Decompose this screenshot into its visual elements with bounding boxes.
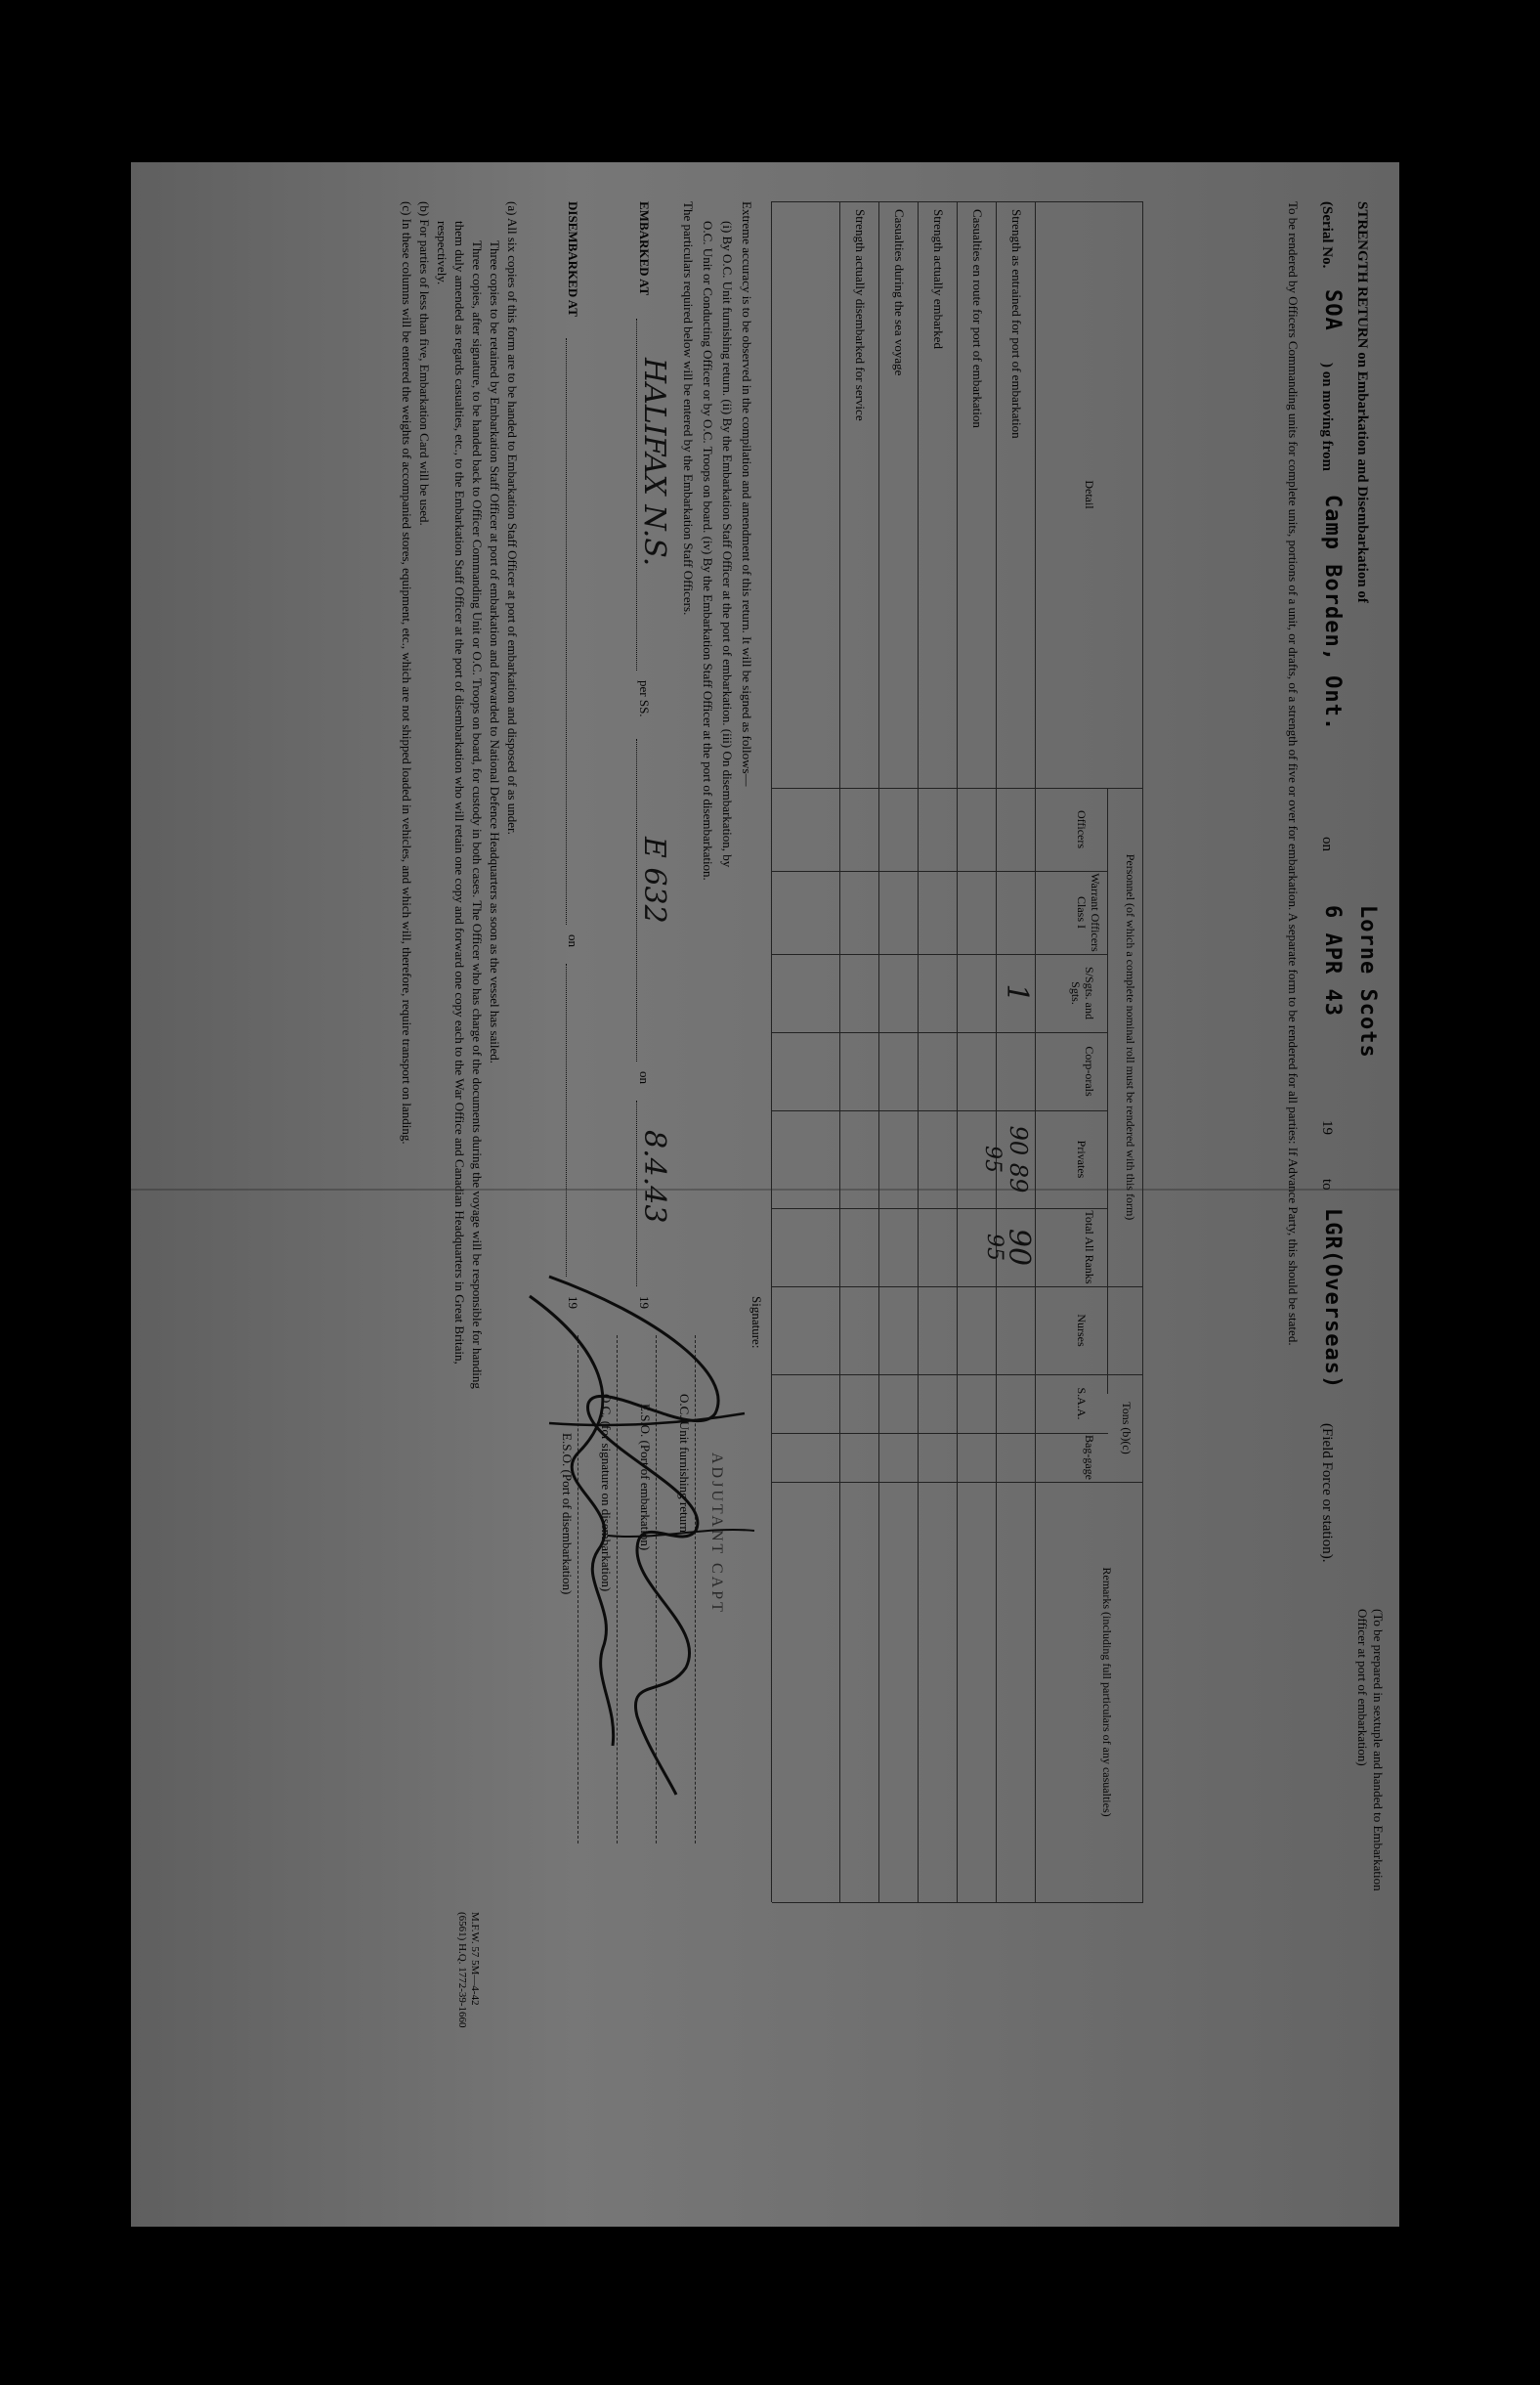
sig-oc-unit: O.C. Unit furnishing return [677,1394,692,1533]
entry-privates-2: 95 [980,1146,1005,1173]
adjutant-stamp: ADJUTANT CAPT [708,1453,725,1615]
remarks-header: Remarks (including full particulars of any casualties) [1100,1567,1114,1817]
side-note: (To be prepared in sextuple and handed to Embarkation Officer at port of embarkation) [1355,1609,1386,1891]
col-nurses: Nurses [1075,1314,1089,1347]
on-label: on [1319,837,1335,851]
embarked-at-value: HALIFAX N.S. [637,358,671,567]
detail-header: Detail [1083,480,1096,509]
footnote-a4: them duly amended as regards casualties, etc., to the Embarkation Staff Officer at the port of disembarkation who will retain one copy and forward one copy each to the War Office and Canadian Headquarters in Great Britain, [452,221,467,1365]
embarked-on-label: on [637,1071,652,1084]
per-ss-label: per SS. [637,680,652,717]
rotated-form [131,162,1399,2227]
disembarked-at-line [566,338,567,925]
col-baggage: Bag-gage [1083,1435,1096,1480]
accuracy-text-1: Extreme accuracy is to be observed in the compilation and amendment of this return. It will be signed as follows— [740,201,754,787]
footnote-a3: Three copies, after signature, to be handed back to Officer Commanding Unit or O.C. Troops on board, for custody in both cases. The Officer who has charge of the documents during the voyage will be responsible for handing [470,240,485,1389]
col-total: Total All Ranks [1083,1210,1096,1284]
unit-name: Lorne Scots [1355,905,1380,1059]
entry-total: 90 [1002,1228,1036,1267]
col-officers: Officers [1075,809,1089,849]
embarked-year: 19 [637,1296,652,1309]
moving-from-label: ) on moving from [1319,363,1335,471]
sig-eso-disembark: E.S.O. (Port of disembarkation) [560,1433,575,1595]
year-label: 19 [1319,1120,1335,1135]
form-number: M.F.W. 57 5M—4-42 (6561) H.Q. 1772-39-1660 [456,1912,481,2028]
footnote-a2: Three copies to be retained by Embarkation Staff Officer at port of embarkation and forwarded to National Defence Headquarters as soon as the vessel has sailed. [488,240,502,1064]
sig-oc-disembark: O.C. (for signature on disembarkation) [599,1394,614,1592]
destination: LGR(Overseas) [1320,1208,1345,1390]
col-corporals: Corp-orals [1083,1046,1096,1097]
footnote-b: (b) For parties of less than five, Embarkation Card will be used. [417,201,432,526]
accuracy-text-3: O.C. Unit or Conducting Officer or by O.C. Troops on board. (iv) By the Embarkation Staff Officer at the port of disembarkation. [701,221,715,881]
personnel-header: Personnel (of which a complete nominal roll must be rendered with this form) [1124,853,1137,1221]
embark-date: 6 APR 43 [1320,905,1345,1017]
document-sheet [131,162,1399,2227]
moving-from-value: Camp Borden, Ont. [1320,495,1345,732]
footnote-c: (c) In these columns will be entered the weights of accompanied stores, equipment, etc., which are not shipped loaded in vehicles, and which will, therefore, require transport on landing. [400,201,414,1145]
col-warrant-officers: Warrant Officers Class I [1075,873,1102,952]
accuracy-text-4: The particulars required below will be entered by the Embarkation Staff Officers. [681,201,696,616]
entry-total-2: 95 [982,1234,1006,1261]
embarked-at-label: EMBARKED AT [637,201,652,296]
row-casualties-voyage: Casualties during the sea voyage [892,209,907,376]
serial-label: (Serial No. [1319,201,1335,269]
entry-sgts: 1 [1000,983,1034,1003]
tons-label: Tons (b)(c) [1120,1402,1134,1454]
col-saa: S.A.A. [1075,1387,1089,1420]
entry-privates: 90 89 [1005,1125,1032,1193]
embarked-on-value: 8.4.43 [637,1130,671,1224]
signature-label: Signature: [749,1296,764,1349]
row-casualties-enroute: Casualties en route for port of embarkation [970,209,985,428]
signature-scribble [520,1257,774,1804]
sig-eso-embark: E.S.O. (Port of embarkation) [638,1404,653,1551]
strength-table [772,201,1143,1902]
disembarked-on-label: on [566,934,580,947]
form-title: STRENGTH RETURN on Embarkation and Disembarkation of [1354,201,1370,603]
row-disembarked: Strength actually disembarked for service [853,209,868,421]
disembarked-on-line [566,964,567,1277]
disembarked-at-label: DISEMBARKED AT [566,201,580,317]
footnote-a: (a) All six copies of this form are to be handed to Embarkation Staff Officer at port of embarkation and disposed of as under. [505,201,520,835]
accuracy-text-2: (i) By O.C. Unit furnishing return. (ii) By the Embarkation Staff Officer at the port of embarkation. (iii) On disembarkation, by [720,221,735,868]
field-force-label: (Field Force or station). [1319,1423,1335,1563]
fold-crease [131,1189,1399,1191]
col-privates: Privates [1075,1140,1089,1179]
disembarked-year: 19 [566,1296,580,1309]
footnote-a5: respectively. [435,221,449,285]
row-entrained: Strength as entrained for port of embarkation [1009,209,1024,439]
to-label: to [1319,1179,1335,1191]
instruction-text: To be rendered by Officers Commanding units for complete units, portions of a unit, or drafts, of a strength of five or over for embarkation. A separate form to be rendered for all parties: If Advance Party, this should be stated. [1286,201,1301,1346]
per-ss-value: E 632 [637,837,671,924]
serial-value: SOA [1320,289,1345,331]
col-sgts: S/Sgts. and Sgts. [1069,966,1096,1019]
row-embarked: Strength actually embarked [931,209,946,349]
